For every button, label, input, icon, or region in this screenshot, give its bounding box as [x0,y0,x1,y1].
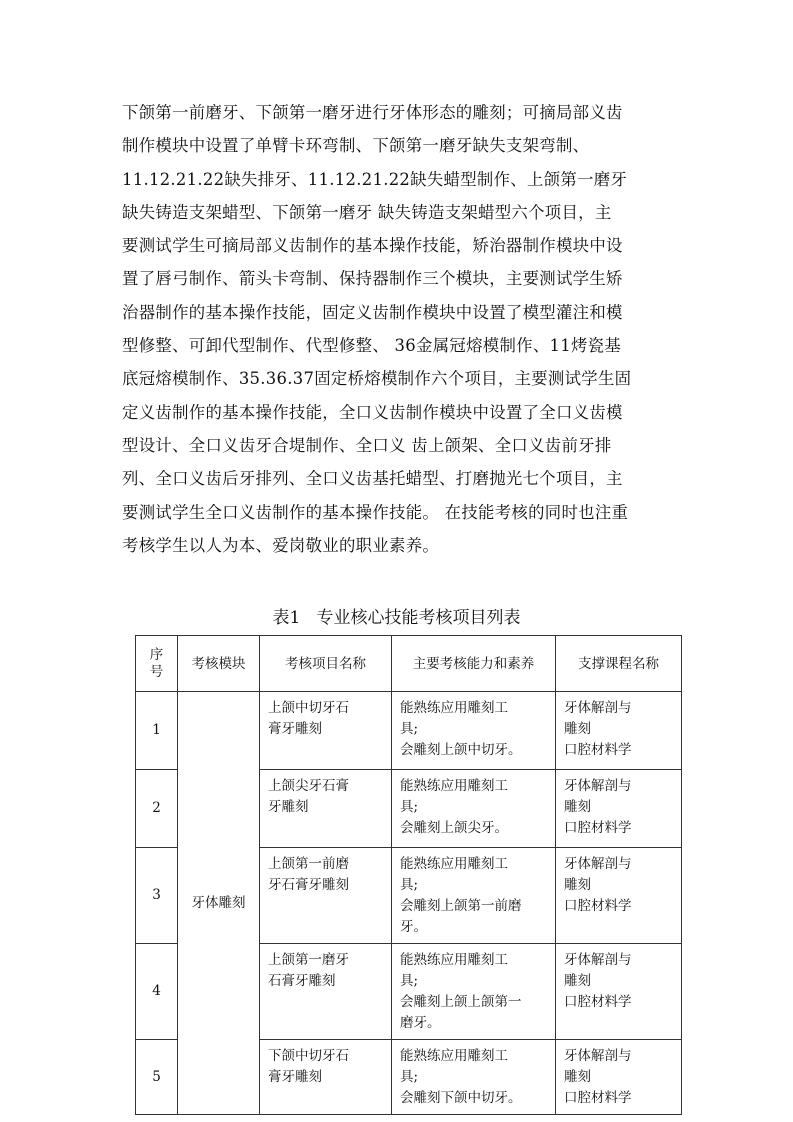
header-seq-line: 号 [149,663,164,680]
cell-line: 雕刻 [564,877,591,893]
cell-line: 膏牙雕刻 [268,721,322,737]
cell-line: 上颌尖牙石膏 [268,778,349,794]
table-row [136,692,682,770]
paragraph-line: 要测试学生全口义齿制作的基本操作技能。 在技能考核的同时也注重 [122,502,629,522]
course-cell [556,848,682,944]
cell-line: 口腔材料学 [564,742,632,758]
item-cell [260,770,392,848]
cell-line: 具; [400,877,419,893]
cell-line: 牙体解剖与 [564,856,632,872]
cell-line: 会雕刻下颌中切牙。 [400,1090,522,1106]
row-number: 5 [136,1040,178,1115]
cell-line: 具; [400,1069,419,1085]
header-item: 考核项目名称 [260,636,392,692]
ability-cell [392,1040,556,1115]
course-cell [556,770,682,848]
header-seq-line: 序 [149,646,164,663]
cell-line: 具; [400,799,419,815]
item-cell [260,1040,392,1115]
ability-cell [392,944,556,1040]
cell-line: 雕刻 [564,721,591,737]
cell-line: 牙体解剖与 [564,778,632,794]
cell-line: 口腔材料学 [564,820,632,836]
cell-line: 牙体解剖与 [564,700,632,716]
paragraph-line: 治器制作的基本操作技能，固定义齿制作模块中设置了模型灌注和模 [122,302,623,322]
ability-cell [392,692,556,770]
cell-line: 磨牙。 [400,1015,441,1031]
paragraph-line: 型修整、可卸代型制作、代型修整、 36金属冠熔模制作、11烤瓷基 [122,336,622,356]
paragraph-line: 要测试学生可摘局部义齿制作的基本操作技能，矫治器制作模块中设 [122,236,623,256]
paragraph-line: 11.12.21.22缺失排牙、11.12.21.22缺失蜡型制作、上颌第一磨牙 [122,169,628,189]
course-cell [556,1040,682,1115]
cell-line: 牙石膏牙雕刻 [268,877,349,893]
cell-line: 牙。 [400,919,427,935]
paragraph-line: 制作模块中设置了单臂卡环弯制、下颌第一磨牙缺失支架弯制、 [122,136,590,156]
paragraph-line: 定义齿制作的基本操作技能，全口义齿制作模块中设置了全口义齿模 [122,402,623,422]
cell-line: 会雕刻上颌第一前磨 [400,898,522,914]
paragraph-line: 下颌第一前磨牙、下颌第一磨牙进行牙体形态的雕刻；可摘局部义齿 [122,103,623,122]
paragraph-line: 缺失铸造支架蜡型、下颌第一磨牙 缺失铸造支架蜡型六个项目，主 [122,202,612,222]
ability-cell [392,770,556,848]
cell-line: 具; [400,721,419,737]
cell-line: 口腔材料学 [564,994,632,1010]
cell-line: 雕刻 [564,973,591,989]
course-cell [556,944,682,1040]
paragraph-line: 型设计、全口义齿牙合堤制作、全口义 齿上颌架、全口义齿前牙排 [122,435,612,455]
cell-line: 能熟练应用雕刻工 [400,778,508,794]
cell-line: 能熟练应用雕刻工 [400,856,508,872]
cell-line: 口腔材料学 [564,898,632,914]
cell-line: 下颌中切牙石 [268,1048,349,1064]
row-number: 4 [136,944,178,1040]
header-ability: 主要考核能力和素养 [392,636,556,692]
item-cell [260,692,392,770]
cell-line: 上颌第一磨牙 [268,952,349,968]
cell-line: 牙体解剖与 [564,952,632,968]
cell-line: 具; [400,973,419,989]
ability-cell [392,848,556,944]
cell-line: 膏牙雕刻 [268,1069,322,1085]
paragraph-line: 置了唇弓制作、箭头卡弯制、保持器制作三个模块，主要测试学生矫 [122,269,623,289]
cell-line: 雕刻 [564,1069,591,1085]
table-caption: 表1 专业核心技能考核项目列表 [272,608,521,628]
cell-line: 能熟练应用雕刻工 [400,700,508,716]
cell-line: 会雕刻上颌中切牙。 [400,742,522,758]
paragraph-line: 底冠熔模制作、35.36.37固定桥熔模制作六个项目，主要测试学生固 [122,369,632,389]
cell-line: 石膏牙雕刻 [268,973,336,989]
cell-line: 能熟练应用雕刻工 [400,952,508,968]
cell-line: 口腔材料学 [564,1090,632,1106]
cell-line: 能熟练应用雕刻工 [400,1048,508,1064]
cell-line: 雕刻 [564,799,591,815]
row-number: 2 [136,770,178,848]
row-number: 3 [136,848,178,944]
header-course: 支撑课程名称 [556,636,682,692]
cell-line: 牙体解剖与 [564,1048,632,1064]
paragraph-line: 列、全口义齿后牙排列、全口义齿基托蜡型、打磨抛光七个项目，主 [122,469,623,489]
cell-line: 上颌中切牙石 [268,700,349,716]
header-module: 考核模块 [178,636,260,692]
item-cell [260,848,392,944]
row-number: 1 [136,692,178,770]
item-cell [260,944,392,1040]
table-header-row [136,636,682,692]
body-paragraph [122,96,682,562]
skills-table [135,635,682,1115]
cell-line: 上颌第一前磨 [268,856,349,872]
cell-line: 牙雕刻 [268,799,309,815]
header-seq [136,636,178,692]
module-cell: 牙体雕刻 [178,692,260,1115]
cell-line: 会雕刻上颌尖牙。 [400,820,508,836]
course-cell [556,692,682,770]
cell-line: 会雕刻上颌上颌第一 [400,994,522,1010]
paragraph-line: 考核学生以人为本、爱岗敬业的职业素养。 [122,535,440,555]
